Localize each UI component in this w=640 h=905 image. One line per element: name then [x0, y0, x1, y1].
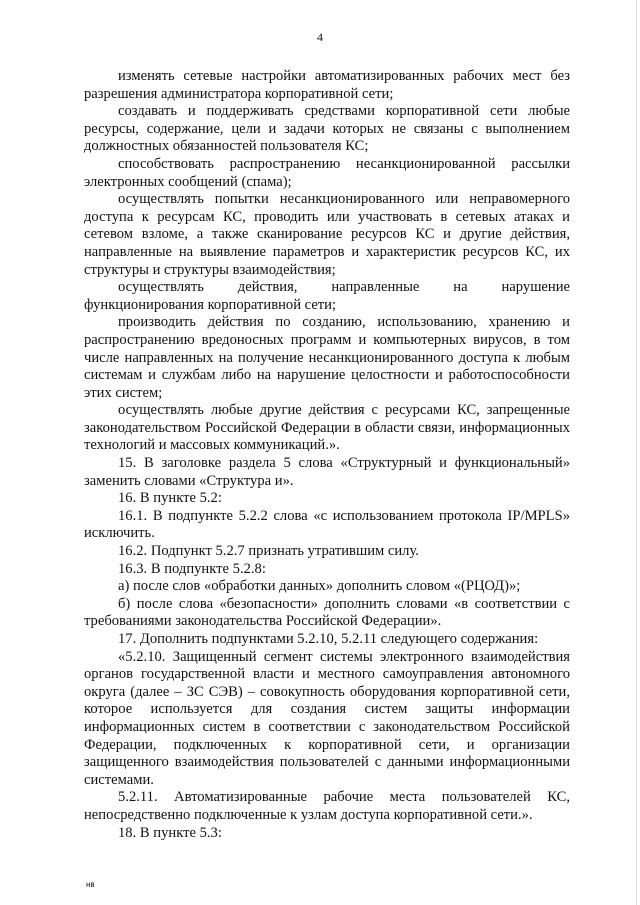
paragraph: «5.2.10. Защищенный сегмент системы электронного взаимодействия органов государственной власти и местного самоуправления автономного округа (далее – ЗС СЭВ) – совокупность оборудования корпоративной сети, которое используется для создания систем защиты информации информационных систем в соответствии с законодательством Российской Федерации, подключенных к корпоративной сети, и организации защищенного взаимодействия пользователей с данными информационными системами. [84, 648, 570, 788]
footer-initials: нв [86, 880, 95, 889]
paragraph: 16.1. В подпункте 5.2.2 слова «с использованием протокола IP/MPLS» исключить. [84, 507, 570, 542]
paragraph: 17. Дополнить подпунктами 5.2.10, 5.2.11 следующего содержания: [118, 631, 539, 647]
page-number: 4 [317, 30, 323, 44]
paragraph: осуществлять действия, направленные на нарушение функционирования корпоративной сети; [84, 279, 570, 313]
paragraph: осуществлять попытки несанкционированного или неправомерного доступа к ресурсам КС, проводить или участвовать в сетевых атаках и сетевом взломе, а также сканирование ресурсов КС и другие действия, направленные на выявление параметров и характеристик ресурсов КС, их структуры и структуры взаимодействия; [84, 191, 570, 278]
scan-edge-line [636, 0, 637, 905]
paragraph: создавать и поддерживать средствами корпоративной сети любые ресурсы, содержание, цели и задачи которых не связаны с выполнением должностных обязанностей пользователя КС; [84, 103, 570, 155]
paragraph: а) после слов «обработки данных» дополнить словом «(РЦОД)»; [118, 578, 521, 595]
paragraph: 16. В пункте 5.2: [118, 490, 222, 507]
paragraph: 5.2.11. Автоматизированные рабочие места пользователей КС, непосредственно подключенные к узлам доступа корпоративной сети.». [84, 789, 570, 823]
paragraph: 15. В заголовке раздела 5 слова «Структурный и функциональный» заменить словами «Структура и». [84, 455, 570, 489]
paragraph: осуществлять любые другие действия с ресурсами КС, запрещенные законодательством Российской Федерации в области связи, информационных технологий и массовых коммуникаций.». [84, 402, 570, 454]
document-body [84, 68, 570, 842]
paragraph: 16.2. Подпункт 5.2.7 признать утратившим силу. [118, 543, 419, 560]
paragraph: 16.3. В подпункте 5.2.8: [118, 560, 266, 577]
paragraph: производить действия по созданию, использованию, хранению и распространению вредоносных программ и компьютерных вирусов, в том числе направленных на получение несанкционированного доступа к любым системам и службам либо на нарушение целостности и работоспособности этих систем; [84, 314, 570, 401]
paragraph: способствовать распространению несанкционированной рассылки электронных сообщений (спама); [84, 155, 570, 190]
paragraph: изменять сетевые настройки автоматизированных рабочих мест без разрешения администратора корпоративной сети; [84, 68, 570, 102]
paragraph: 18. В пункте 5.3: [118, 824, 222, 841]
paragraph: б) после слова «безопасности» дополнить словами «в соответствии с требованиями законодательства Российской Федерации». [84, 595, 570, 630]
